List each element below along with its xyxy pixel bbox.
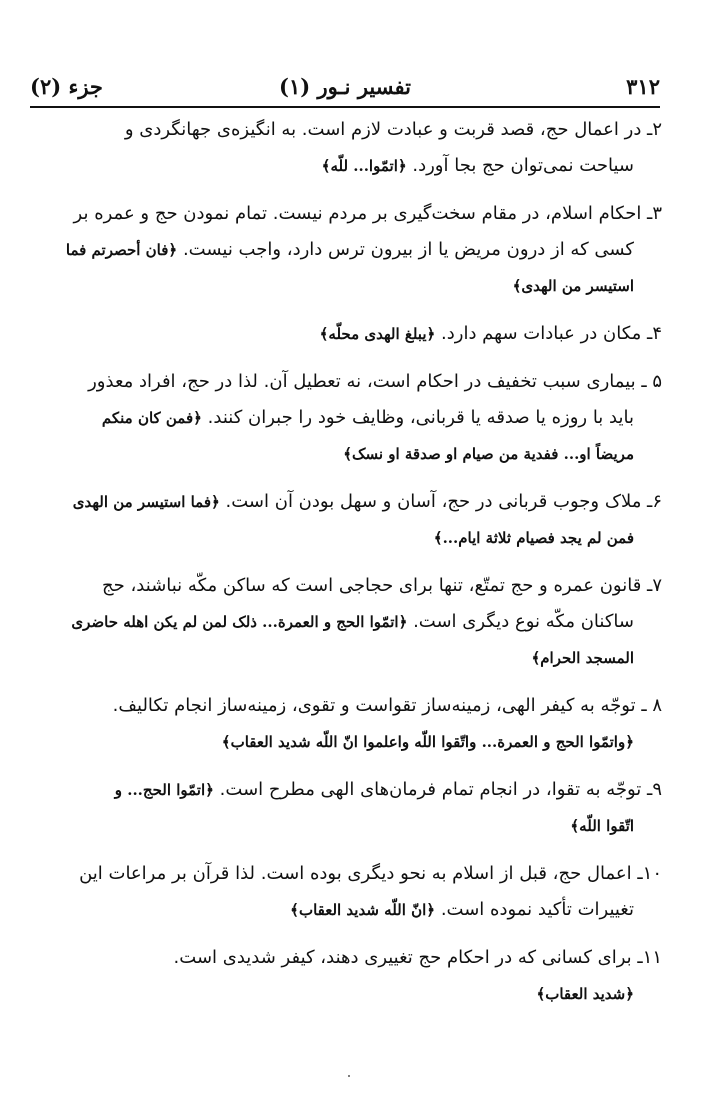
text-line bbox=[30, 724, 662, 760]
text-segment: ۳ـ احکام اسلام، در مقام سخت‌گیری بر مردم نیست. تمام نمودن حج و عمره بر bbox=[73, 203, 662, 224]
text-line bbox=[30, 148, 662, 184]
text-line bbox=[30, 436, 662, 472]
list-item bbox=[30, 316, 662, 352]
text-line bbox=[30, 892, 662, 928]
list-item bbox=[30, 688, 662, 760]
book-title: تفسیر نـور (۱) bbox=[279, 74, 411, 99]
list-item bbox=[30, 940, 662, 1012]
list-item bbox=[30, 568, 662, 676]
text-line bbox=[30, 772, 662, 808]
text-segment: ساکنان مکّه نوع دیگری است. bbox=[407, 611, 634, 632]
text-line bbox=[30, 316, 662, 352]
list-item bbox=[30, 196, 662, 304]
quran-quote: ﴿اتمّوا الحج و العمرة... ذلک لمن لم یکن اهله حاضری bbox=[71, 613, 408, 631]
text-line bbox=[30, 976, 662, 1012]
text-line bbox=[30, 400, 662, 436]
quran-quote: ﴿فان أحصرتم فما bbox=[65, 241, 178, 259]
text-segment: سیاحت نمی‌توان حج بجا آورد. bbox=[406, 155, 634, 176]
list-item bbox=[30, 856, 662, 928]
text-line bbox=[30, 940, 662, 976]
page-header bbox=[30, 72, 660, 106]
quran-quote: مریضاً او... ففدیة من صیام او صدقة او نسک﴾ bbox=[343, 445, 634, 463]
quran-quote: ﴿اتمّوا... للّه﴾ bbox=[321, 157, 407, 175]
text-segment: ۱۱ـ برای کسانی که در احکام حج تغییری دهند، کیفر شدیدی است. bbox=[173, 947, 662, 968]
text-line bbox=[30, 604, 662, 640]
text-line bbox=[30, 484, 662, 520]
text-line bbox=[30, 268, 662, 304]
list-item bbox=[30, 364, 662, 472]
quran-quote: المسجد الحرام﴾ bbox=[531, 649, 634, 667]
text-segment: کسی که از درون مریض یا از بیرون ترس دارد، واجب نیست. bbox=[177, 239, 634, 260]
text-segment: ۲ـ در اعمال حج، قصد قربت و عبادت لازم است. به انگیزه‌ی جهانگردی و bbox=[124, 119, 662, 140]
text-segment: ۹ـ توجّه به تقوا، در انجام تمام فرمان‌های الهی مطرح است. bbox=[213, 779, 662, 800]
text-line bbox=[30, 196, 662, 232]
quran-quote: ﴿فمن کان منکم bbox=[101, 409, 202, 427]
juz-label: جزء (۲) bbox=[30, 74, 103, 99]
quran-quote: استیسر من الهدی﴾ bbox=[512, 277, 634, 295]
text-segment: ۶ـ ملاک وجوب قربانی در حج، آسان و سهل بودن آن است. bbox=[219, 491, 662, 512]
text-line bbox=[30, 808, 662, 844]
quran-quote: ﴿شدید العقاب﴾ bbox=[536, 985, 634, 1003]
text-line bbox=[30, 232, 662, 268]
page-speck bbox=[348, 1075, 350, 1077]
text-line bbox=[30, 640, 662, 676]
quran-quote: ﴿یبلغ الهدی محلّه﴾ bbox=[319, 325, 436, 343]
list-item bbox=[30, 112, 662, 184]
quran-quote: اتّقوا اللّه﴾ bbox=[570, 817, 634, 835]
text-segment: باید با روزه یا صدقه یا قربانی، وظایف خود را جبران کنند. bbox=[201, 407, 634, 428]
quran-quote: فمن لم یجد فصیام ثلاثة ایام...﴾ bbox=[433, 529, 634, 547]
text-segment: تغییرات تأکید نموده است. bbox=[435, 899, 634, 920]
page-body bbox=[30, 112, 662, 1024]
list-item bbox=[30, 772, 662, 844]
header-rule bbox=[30, 106, 660, 108]
quran-quote: ﴿انّ اللّه شدید العقاب﴾ bbox=[290, 901, 436, 919]
text-segment: ۵ ـ بیماری سبب تخفیف در احکام است، نه تعطیل آن. لذا در حج، افراد معذور bbox=[88, 371, 662, 392]
page-number: ۳۱۲ bbox=[626, 74, 660, 99]
text-line bbox=[30, 520, 662, 556]
text-line bbox=[30, 568, 662, 604]
text-segment: ۱۰ـ اعمال حج، قبل از اسلام به نحو دیگری بوده است. لذا قرآن بر مراعات این bbox=[79, 863, 662, 884]
quran-quote: ﴿فما استیسر من الهدی bbox=[72, 493, 220, 511]
list-item bbox=[30, 484, 662, 556]
text-line bbox=[30, 364, 662, 400]
quran-quote: ﴿واتمّوا الحج و العمرة... واتّقوا اللّه واعلموا انّ اللّه شدید العقاب﴾ bbox=[221, 733, 634, 751]
text-line bbox=[30, 688, 662, 724]
text-line bbox=[30, 112, 662, 148]
text-segment: ۸ ـ توجّه به کیفر الهی، زمینه‌ساز تقواست و تقوی، زمینه‌ساز انجام تکالیف. bbox=[112, 695, 662, 716]
text-line bbox=[30, 856, 662, 892]
text-segment: ۷ـ قانون عمره و حج تمتّع، تنها برای حجاجی است که ساکن مکّه نباشند، حج bbox=[102, 575, 662, 596]
text-segment: ۴ـ مکان در عبادات سهم دارد. bbox=[435, 323, 662, 344]
quran-quote: ﴿اتمّوا الحج... و bbox=[114, 781, 214, 799]
